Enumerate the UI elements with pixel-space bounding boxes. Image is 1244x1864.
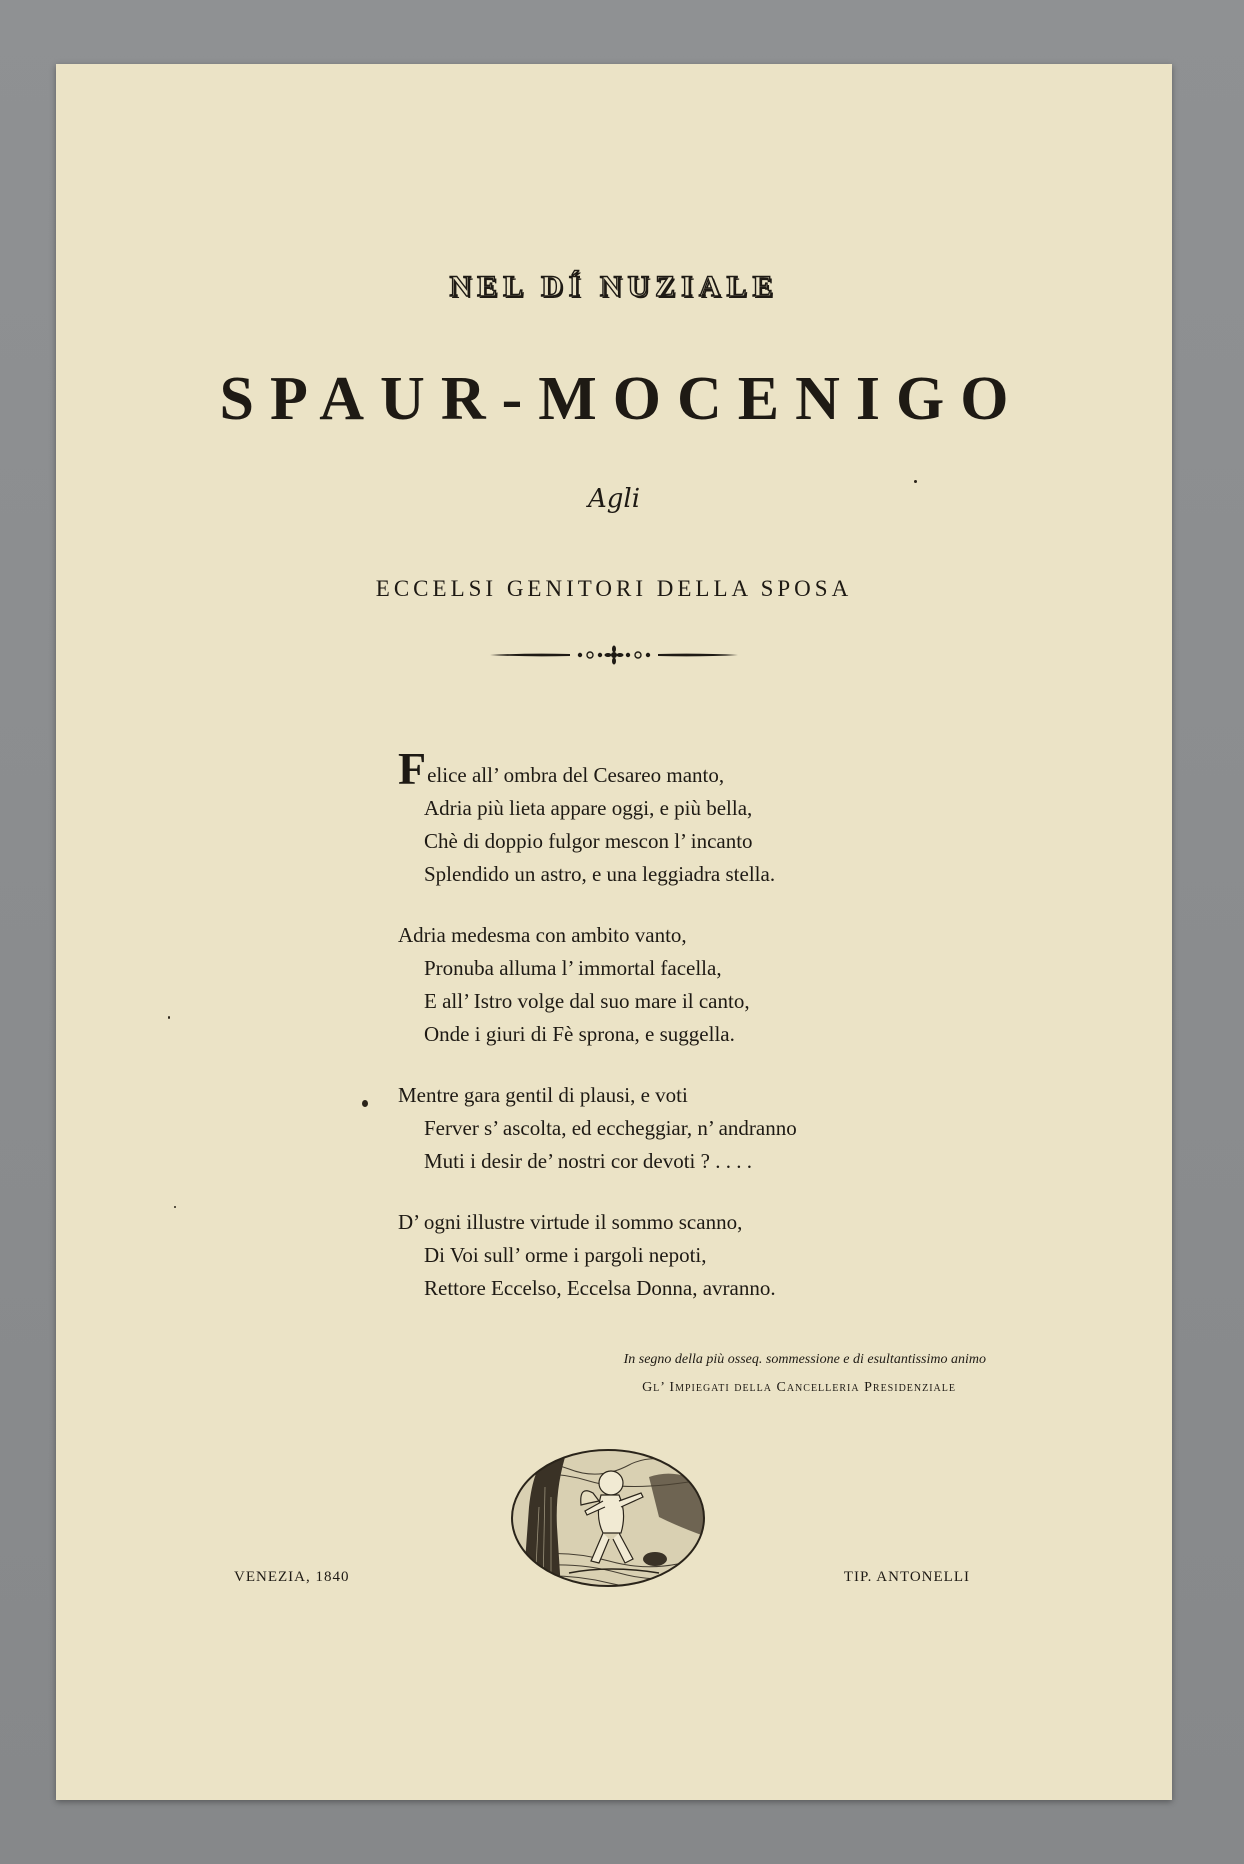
dedication-note: In segno della più osseq. sommessione e di esultantissimo animo	[623, 1352, 986, 1367]
stanza-3	[398, 1079, 958, 1178]
verse-line: D’ ogni illustre virtude il sommo scanno,	[398, 1210, 743, 1234]
verse-line: Adria più lieta appare oggi, e più bella,	[424, 796, 753, 820]
paper-speck	[362, 1100, 368, 1107]
verse-line: Di Voi sull’ orme i pargoli nepoti,	[424, 1243, 707, 1267]
verse-line: E all’ Istro volge dal suo mare il canto,	[424, 989, 750, 1013]
header-line: NEL DÍ NUZIALE	[449, 270, 779, 303]
fleuron-rule-icon	[486, 644, 742, 666]
printed-sheet	[56, 64, 1172, 1800]
drop-cap: F	[398, 743, 427, 794]
dedication-line: ECCELSI GENITORI DELLA SPOSA	[375, 576, 853, 601]
verse-line: Ferver s’ ascolta, ed eccheggiar, n’ andranno	[424, 1116, 797, 1140]
verse-line: Adria medesma con ambito vanto,	[398, 923, 687, 947]
verse-text: elice all’ ombra del Cesareo manto,	[427, 763, 725, 787]
signatories: Gl’ Impiegati della Cancelleria Presidenziale	[642, 1380, 956, 1395]
document-title: SPAUR-MOCENIGO	[219, 365, 1025, 433]
paper-speck	[168, 1016, 170, 1019]
poem	[398, 743, 958, 1333]
agli-word: Agli	[587, 484, 641, 514]
verse-line: Mentre gara gentil di plausi, e voti	[398, 1083, 688, 1107]
paper-speck	[914, 480, 917, 483]
verse-line: Chè di doppio fulgor mescon l’ incanto	[424, 829, 753, 853]
verse-line: Muti i desir de’ nostri cor devoti ? . . . .	[424, 1149, 752, 1173]
verse-line: Rettore Eccelso, Eccelsa Donna, avranno.	[424, 1276, 776, 1300]
verse-line	[398, 743, 958, 794]
stanza-4	[398, 1206, 958, 1305]
verse-line: Pronuba alluma l’ immortal facella,	[424, 956, 722, 980]
imprint-printer: TIP. ANTONELLI	[843, 1569, 970, 1585]
paper-speck	[174, 1206, 176, 1208]
verse-line: Splendido un astro, e una leggiadra stella.	[424, 862, 776, 886]
stanza-1	[398, 743, 958, 891]
cherub-vignette-icon	[509, 1447, 707, 1589]
imprint-place-date: VENEZIA, 1840	[234, 1569, 350, 1585]
stanza-2	[398, 919, 958, 1051]
verse-line: Onde i giuri di Fè sprona, e suggella.	[424, 1022, 735, 1046]
